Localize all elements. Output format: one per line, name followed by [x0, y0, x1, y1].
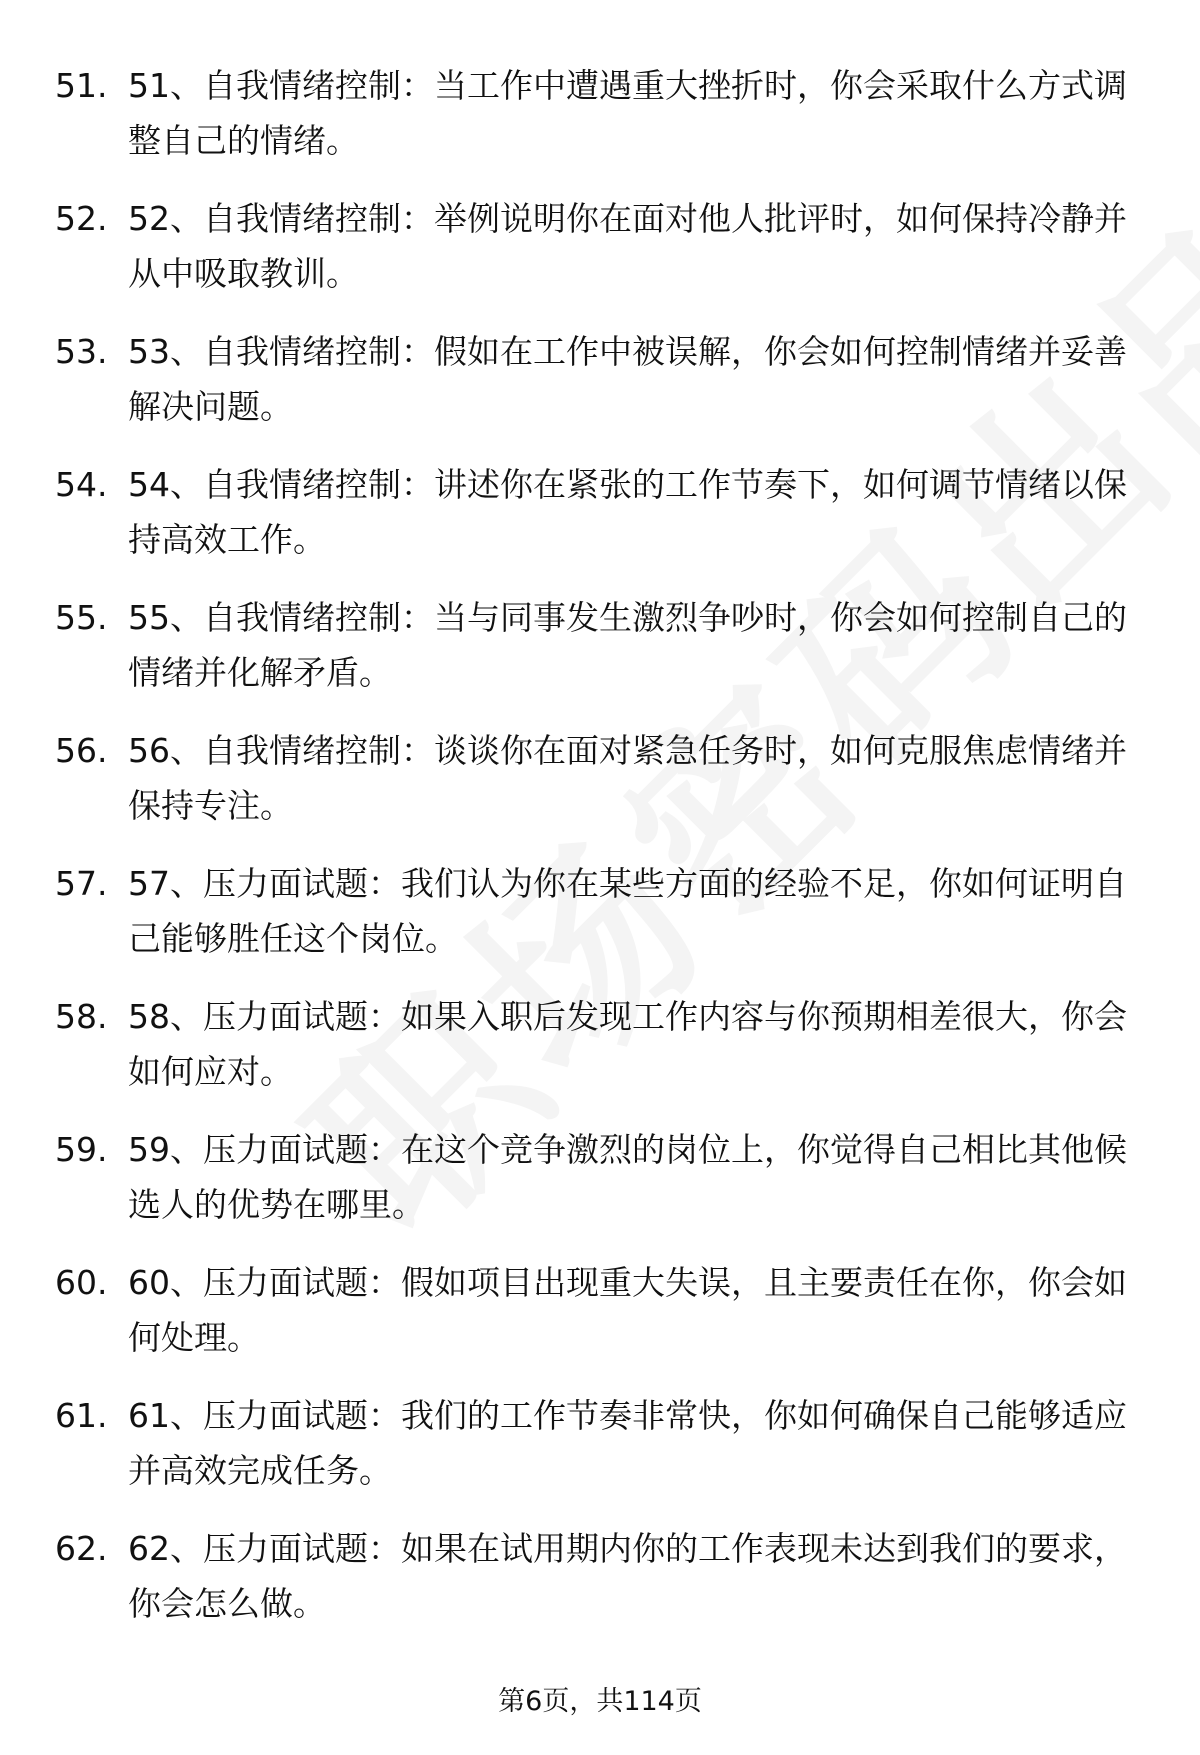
question-item	[55, 590, 1145, 723]
question-text: 54、自我情绪控制：讲述你在紧张的工作节奏下，如何调节情绪以保持高效工作。	[128, 465, 1127, 559]
page-number-footer: 第6页，共114页	[498, 1686, 702, 1717]
question-item	[55, 1388, 1145, 1521]
question-item	[55, 191, 1145, 324]
question-item	[55, 324, 1145, 457]
question-text: 60、压力面试题：假如项目出现重大失误，且主要责任在你，你会如何处理。	[128, 1263, 1127, 1357]
question-item	[55, 1122, 1145, 1255]
question-item	[55, 723, 1145, 856]
question-number: 51.	[55, 66, 108, 105]
question-text: 61、压力面试题：我们的工作节奏非常快，你如何确保自己能够适应并高效完成任务。	[128, 1396, 1127, 1490]
question-number: 54.	[55, 465, 108, 504]
question-list	[55, 58, 1145, 1654]
question-item	[55, 1255, 1145, 1388]
question-text: 51、自我情绪控制：当工作中遭遇重大挫折时，你会采取什么方式调整自己的情绪。	[128, 66, 1127, 160]
question-number: 55.	[55, 598, 108, 637]
question-text: 53、自我情绪控制：假如在工作中被误解，你会如何控制情绪并妥善解决问题。	[128, 332, 1127, 426]
question-number: 59.	[55, 1130, 108, 1169]
question-number: 52.	[55, 199, 108, 238]
question-number: 60.	[55, 1263, 108, 1302]
question-item	[55, 856, 1145, 989]
question-number: 56.	[55, 731, 108, 770]
question-text: 57、压力面试题：我们认为你在某些方面的经验不足，你如何证明自己能够胜任这个岗位。	[128, 864, 1127, 958]
question-text: 62、压力面试题：如果在试用期内你的工作表现未达到我们的要求，你会怎么做。	[128, 1529, 1127, 1623]
question-item	[55, 457, 1145, 590]
question-number: 57.	[55, 864, 108, 903]
question-number: 61.	[55, 1396, 108, 1435]
question-text: 52、自我情绪控制：举例说明你在面对他人批评时，如何保持冷静并从中吸取教训。	[128, 199, 1127, 293]
question-number: 62.	[55, 1529, 108, 1568]
question-number: 53.	[55, 332, 108, 371]
question-item	[55, 989, 1145, 1122]
question-item	[55, 58, 1145, 191]
question-item	[55, 1521, 1145, 1654]
question-text: 59、压力面试题：在这个竞争激烈的岗位上，你觉得自己相比其他候选人的优势在哪里。	[128, 1130, 1127, 1224]
question-text: 55、自我情绪控制：当与同事发生激烈争吵时，你会如何控制自己的情绪并化解矛盾。	[128, 598, 1127, 692]
question-text: 58、压力面试题：如果入职后发现工作内容与你预期相差很大，你会如何应对。	[128, 997, 1127, 1091]
question-text: 56、自我情绪控制：谈谈你在面对紧急任务时，如何克服焦虑情绪并保持专注。	[128, 731, 1127, 825]
question-number: 58.	[55, 997, 108, 1036]
